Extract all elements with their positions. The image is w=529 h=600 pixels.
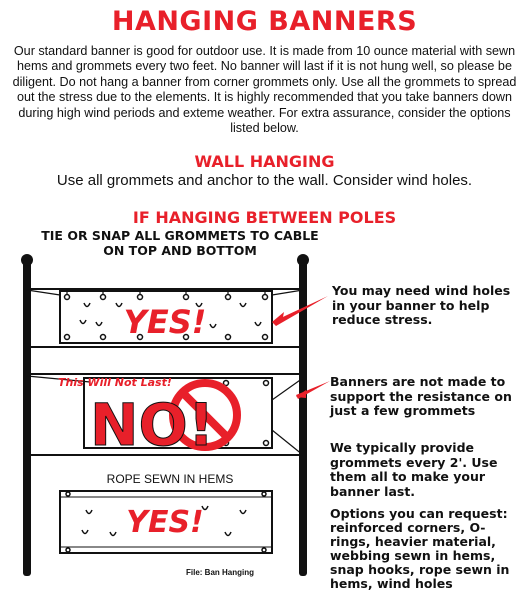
note-not-made: Banners are not made to support the resistance on just a few grommets xyxy=(330,374,512,418)
warning-text: This Will Not Last! xyxy=(58,376,172,389)
right-pole-cap xyxy=(297,254,309,266)
note-wind-holes: You may need wind holes in your banner to help reduce stress. xyxy=(332,283,511,327)
banner-no-text: NO! xyxy=(90,391,215,459)
left-pole xyxy=(23,258,31,576)
rope-label: ROPE SEWN IN HEMS xyxy=(106,472,234,486)
page-title: HANGING BANNERS xyxy=(111,6,418,37)
wall-hanging-text: Use all grommets and anchor to the wall. Consider wind holes. xyxy=(56,172,473,189)
poles-heading: IF HANGING BETWEEN POLES xyxy=(132,208,397,227)
note-options: Options you can request: reinforced corners, O-rings, heavier material, webbing sewn in hems, snap hooks, rope sewn in hems, wind holes xyxy=(330,506,510,591)
note-grommets: We typically provide grommets every 2'. Use them all to make your banner last. xyxy=(330,440,498,499)
intro-paragraph: Our standard banner is good for outdoor use. It is made from 10 ounce material with sewn hems and grommets every two feet. No banner will last if it is not hung well, so please be diligent. Do not hang a banner from corner grommets only. Use all the grommets to spread out the stress due to the elements. It is highly recommended that you take banners down during high wind periods and exteme weather. For extra assurance, consider the options listed below. xyxy=(12,44,517,136)
tie-line-2: ON TOP AND BOTTOM xyxy=(103,243,257,258)
right-pole xyxy=(299,258,307,576)
tie-line-1: TIE OR SNAP ALL GROMMETS TO CABLE xyxy=(41,228,319,243)
wall-hanging-heading: WALL HANGING xyxy=(194,152,335,171)
banner-yes-top-text: YES! xyxy=(123,303,207,341)
banner-yes-bottom-text: YES! xyxy=(126,505,204,540)
file-label: File: Ban Hanging xyxy=(186,568,254,577)
left-pole-cap xyxy=(21,254,33,266)
